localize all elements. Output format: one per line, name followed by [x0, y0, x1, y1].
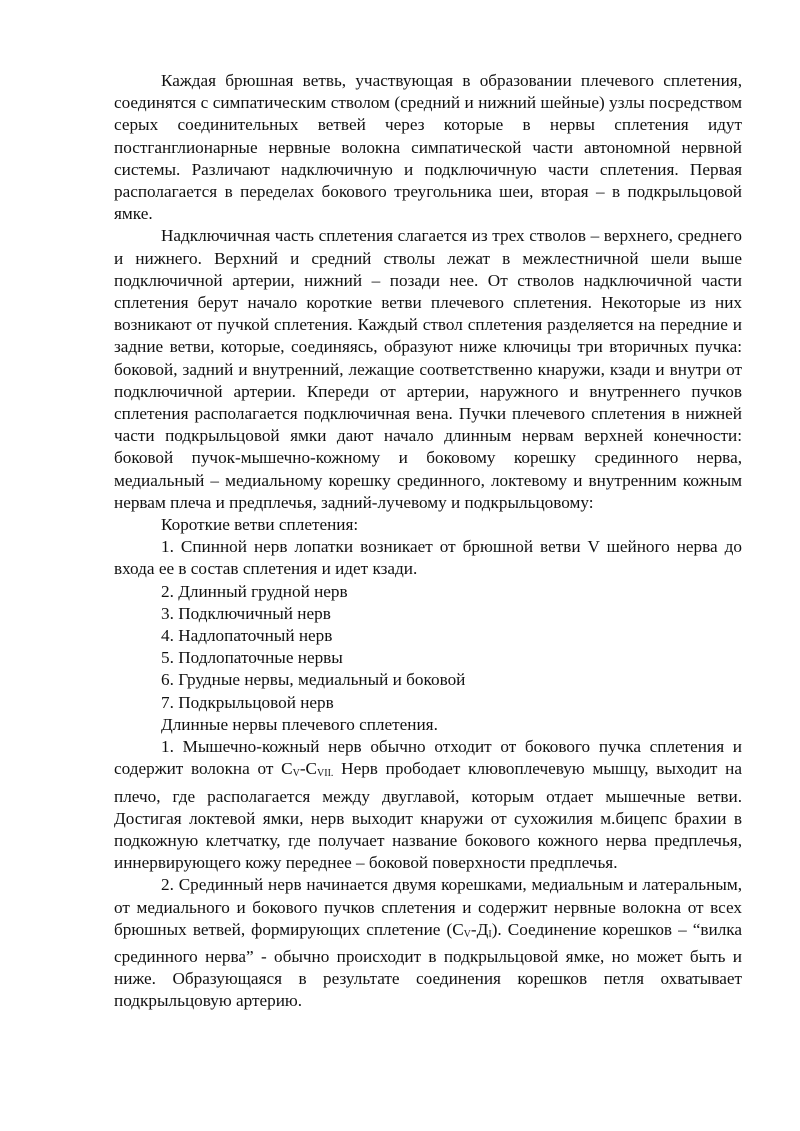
short-branch-item-5: 5. Подлопаточные нервы — [161, 648, 343, 668]
short-branch-item-7: 7. Подкрыльцовой нерв — [161, 692, 334, 712]
subscript: V — [463, 928, 471, 940]
paragraph-musculocutaneous-nerve — [114, 736, 742, 874]
text-segment: Нерв прободает клювоплечевую мышцу, выходит на плечо, где располагается между двуглавой, которым отдает мышечные ветви. Достигая локтевой ямки, нерв выходит кнаружи от сухожилия м.бицепс брахии в подкожную клетчатку, где получает название бокового кожного нерва предплечья, иннервирующего кожу переднее – боковой поверхности предплечья. — [114, 759, 742, 873]
subscript: VII. — [317, 768, 334, 780]
short-branch-item-3: 3. Подключичный нерв — [161, 603, 331, 623]
short-branch-item-2: 2. Длинный грудной нерв — [161, 581, 348, 601]
text-segment: 2. Срединный нерв начинается двумя корешками, медиальным и латеральным, от медиального и бокового пучков сплетения и содержит нервные волокна от всех брюшных ветвей, формирующих сплетение (C — [114, 875, 742, 939]
paragraph-abdominal-branch: Каждая брюшная ветвь, участвующая в образовании плечевого сплетения, соединятся с симпатическим стволом (средний и нижний шейные) узлы посредством серых соединительных ветвей через которые в нервы сплетения идут постганглионарные нервные волокна симпатической части автономной нервной системы. Различают надключичную и подключичную части сплетения. Первая располагается в переделах бокового треугольника шеи, вторая – в подкрыльцовой ямке. — [114, 71, 742, 224]
subscript: I — [488, 928, 492, 940]
paragraph-median-nerve — [114, 874, 742, 1012]
text-segment: 1. Мышечно-кожный нерв обычно отходит от бокового пучка сплетения и содержит волокна от C — [114, 737, 742, 779]
paragraph-supraclavicular-part: Надключичная часть сплетения слагается из трех стволов – верхнего, среднего и нижнего. Верхний и средний стволы лежат в межлестничной шели выше подключичной артерии, нижний – позади нее. От стволов надключичной части сплетения берут начало короткие ветви плечевого сплетения. Некоторые из них возникают от пучкой сплетения. Каждый ствол сплетения разделяется на передние и задние ветви, которые, соединяясь, образуют ниже ключицы три вторичных пучка: боковой, задний и внутренний, лежащие соответственно кнаружи, кзади и внутри от подключичной артерии. Кпереди от артерии, наружного и внутреннего пучков сплетения располагается подключичная вена. Пучки плечевого сплетения в нижней части подкрыльцовой ямки дают начало длинным нервам верхней конечности: боковой пучок-мышечно-кожному и боковому корешку срединного нерва, медиальный – медиальному корешку срединного, локтевому и внутренним кожным нервам плеча и предплечья, задний-лучевому и подкрыльцовому: — [114, 226, 742, 512]
short-branch-item-4: 4. Надлопаточный нерв — [161, 626, 333, 646]
short-branch-item-6: 6. Грудные нервы, медиальный и боковой — [161, 670, 466, 690]
text-segment: ). Соединение корешков – “вилка срединного нерва” - обычно происходит в подкрыльцовой ямке, но может быть и ниже. Образующаяся в результате соединения корешков петля охватывает подкрыльцовую артерию. — [114, 919, 742, 1011]
subscript: V — [292, 768, 300, 780]
text-segment: -C — [299, 759, 318, 779]
short-branch-item-1: 1. Спинной нерв лопатки возникает от брюшной ветви V шейного нерва до входа ее в состав сплетения и идет кзади. — [114, 537, 742, 579]
text-segment: -Д — [470, 919, 489, 939]
heading-long-nerves: Длинные нервы плечевого сплетения. — [161, 714, 438, 734]
heading-short-branches: Короткие ветви сплетения: — [161, 515, 359, 535]
